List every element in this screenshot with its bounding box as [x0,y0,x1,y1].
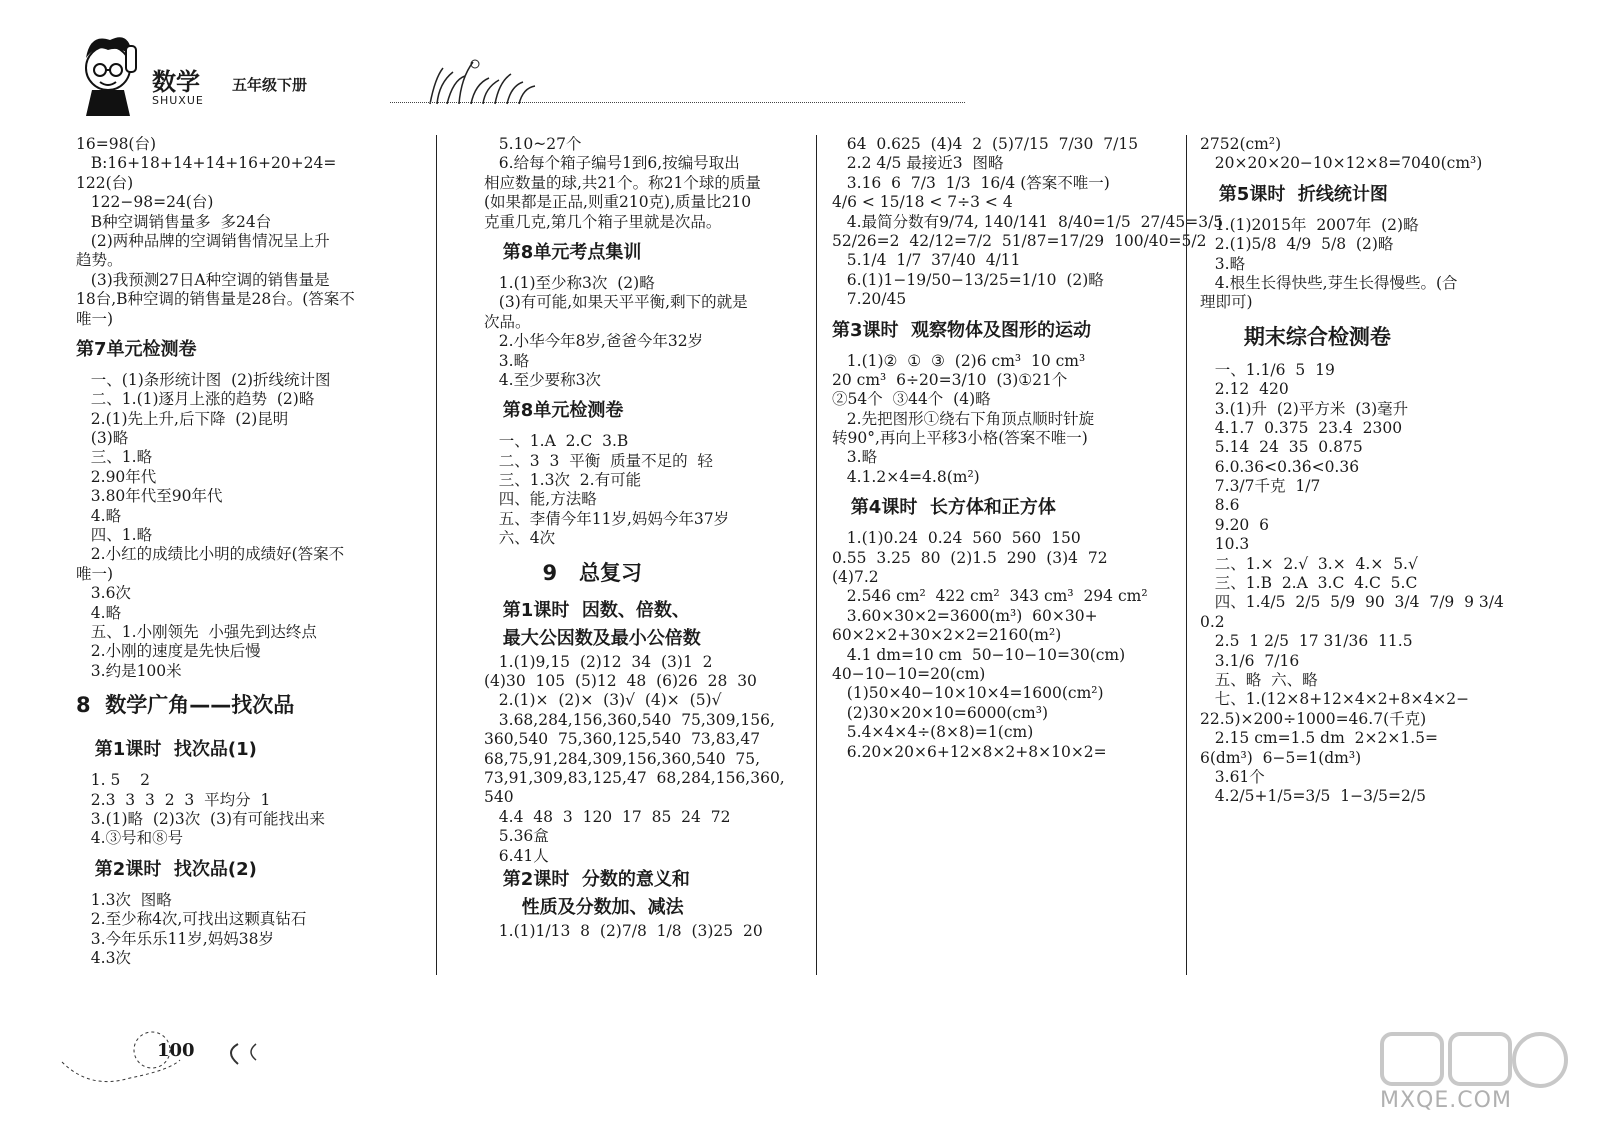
answer-line: (4)30 105 (5)12 48 (6)26 28 30 [484,672,757,691]
section-heading: 8 数学广角——找次品 [76,693,295,718]
answer-line: 4.略 [76,506,122,525]
answer-line: 2.小刚的速度是先快后慢 [76,642,261,661]
answer-line: 1.(1)② ① ③ (2)6 cm³ 10 cm³ [832,351,1086,370]
answer-line: 122(台) [76,173,134,192]
section-heading: 第2课时 分数的意义和 性质及分数加、减法 [502,868,690,918]
answer-line: 2.(1)× (2)× (3)√ (4)× (5)√ [484,691,722,710]
answer-line: 6.41人 [484,846,549,865]
answer-line: 3.略 [484,351,530,370]
answer-line: 三、1.B 2.A 3.C 4.C 5.C [1200,574,1418,593]
answer-line: 相应数量的球,共21个。称21个球的质量 [484,173,761,192]
answer-line: 6(dm³) 6−5=1(dm³) [1200,748,1362,767]
answer-line: 122−98=24(台) [76,193,214,212]
answer-line: 理即可) [1200,293,1253,312]
watermark-icon [1380,1030,1570,1090]
column-divider [816,135,817,975]
answer-line: 7.3/7千克 1/7 [1200,477,1321,496]
section-heading: 第2课时 找次品(2) [76,858,257,880]
answer-line: 52/26=2 42/12=7/2 51/87=17/29 100/40=5/2 [832,231,1207,250]
answer-line: 3.(1)升 (2)平方米 (3)毫升 [1200,399,1409,418]
column-1 [76,135,416,968]
answer-line: 3.约是100米 [76,661,182,680]
answer-line: 22.5)×200÷1000=46.7(千克) [1200,709,1427,728]
grade-label: 五年级下册 [232,76,308,94]
answer-line: 64 0.625 (4)4 2 (5)7/15 7/30 7/15 [832,135,1139,153]
answer-line: 5.10~27个 [484,135,582,153]
answer-line: 二、1.× 2.√ 3.× 4.× 5.√ [1200,554,1418,573]
answer-line: 4.2/5+1/5=3/5 1−3/5=2/5 [1200,787,1426,806]
answer-line: 四、1.4/5 2/5 5/9 90 3/4 7/9 9 3/4 [1200,593,1504,612]
column-divider [1186,135,1187,975]
answer-line: 四、1.略 [76,526,153,545]
answer-line: 3.略 [832,448,878,467]
section-heading: 第1课时 找次品(1) [76,739,257,761]
answer-line: 40−10−10=20(cm) [832,664,986,683]
answer-line: 唯一) [76,309,114,328]
answer-line: 1.(1)0.24 0.24 560 560 150 [832,529,1081,548]
answer-line: 6.0.36<0.3̇6̇<0.36̇ [1200,457,1360,476]
answer-line: 3.略 [1200,254,1246,273]
answer-line: 8.6 [1200,496,1240,515]
page-number: 100 [157,1040,195,1061]
section-heading: 第5课时 折线统计图 [1200,183,1388,205]
answer-line: 三、1.3次 2.有可能 [484,471,642,490]
answer-line: 2.小华今年8岁,爸爸今年32岁 [484,332,704,351]
answer-line: 1.3次 图略 [76,890,172,909]
answer-line: 唯一) [76,564,114,583]
answer-line: 2.5 1 2/5 17 31/36 11.5 [1200,632,1413,651]
answer-line: 克重几克,第几个箱子里就是次品。 [484,212,722,231]
column-2 [484,135,809,941]
answer-line: 9.20 6 [1200,515,1270,534]
answer-line: 6.(1)1−19/50−13/25=1/10 (2)略 [832,270,1104,289]
answer-line: 1.(1)至少称3次 (2)略 [484,273,655,292]
answer-line: 转90°,再向上平移3小格(答案不唯一) [832,429,1088,448]
answer-line: (2)两种品牌的空调销售情况呈上升 [76,231,330,250]
answer-line: 4.最简分数有9/74, 140/141 8/40=1/5 27/45=3/5 [832,212,1224,231]
answer-line: 一、1.1/6 5 19 [1200,360,1335,379]
grass-decoration-icon [425,58,545,104]
subject-pinyin: SHUXUE [152,94,204,107]
mascot-icon [70,28,150,118]
answer-line: 七、1.(12×8+12×4×2+8×4×2− [1200,690,1470,709]
section-heading: 第8单元检测卷 [484,400,624,422]
answer-line: (1)50×40−10×10×4=1600(cm²) [832,684,1104,703]
answer-line: 4.至少要称3次 [484,370,601,389]
answer-line: 3.(1)略 (2)3次 (3)有可能找出来 [76,809,326,828]
answer-line: 1.(1)2015年 2007年 (2)略 [1200,215,1419,234]
answer-line: (3)有可能,如果天平平衡,剩下的就是 [484,293,748,312]
answer-line: 2.12 420 [1200,380,1289,399]
answer-line: 1.(1)1/13 8 (2)7/8 1/8 (3)25 20 [484,921,763,940]
answer-line: 5.36盒 [484,827,549,846]
answer-line: 360,540 75,360,125,540 73,83,47 [484,730,761,749]
answer-line: 趋势。 [76,251,123,270]
answer-line: 四、能,方法略 [484,490,597,509]
answer-line: 4.4 48 3 120 17 85 24 72 [484,807,731,826]
section-heading: 第4课时 长方体和正方体 [832,497,1056,519]
answer-line: (3)我预测27日A种空调的销售量是 [76,270,330,289]
answer-line: 2.(1)先上升,后下降 (2)昆明 [76,409,289,428]
answer-line: 1. 5 2 [76,771,150,790]
answer-line: (3)略 [76,429,129,448]
answer-line: 16=98(台) [76,135,157,153]
answer-line: 4.根生长得快些,芽生长得慢些。(合 [1200,273,1458,292]
answer-line: B:16+18+14+14+16+20+24= [76,154,337,173]
answer-line: 二、1.(1)逐月上涨的趋势 (2)略 [76,390,315,409]
answer-line: 0.2 [1200,612,1225,631]
answer-line: 5.4×4×4÷(8×8)=1(cm) [832,723,1034,742]
answer-line: B种空调销售量多 多24台 [76,212,272,231]
answer-line: (如果都是正品,则重210克),质量比210 [484,193,752,212]
answer-line: 73,91,309,83,125,47 68,284,156,360, [484,768,785,787]
answer-line: 7.20/45 [832,290,907,309]
answer-line: 4.略 [76,603,122,622]
answer-line: 2.2 4/5 最接近3 图略 [832,154,1004,173]
section-heading: 9 总复习 [484,560,643,585]
answer-line: 4.③号和⑧号 [76,829,184,848]
answer-line: 3.1/6 7/16 [1200,651,1300,670]
answer-line: ②54个 ③44个 (4)略 [832,390,991,409]
answer-line: 五、李倩今年11岁,妈妈今年37岁 [484,509,730,528]
answer-line: 3.61个 [1200,767,1265,786]
answer-line: 0.55 3.25 80 (2)1.5 290 (3)4 72 [832,548,1108,567]
answer-line: 2.至少称4次,可找出这颗真钻石 [76,910,307,929]
answer-line: 4/6 < 15/18 < 7÷3 < 4 [832,193,1013,212]
answer-line: 20 cm³ 6÷20=3/10 (3)①21个 [832,370,1068,389]
answer-line: 3.16 6 7/3 1/3 16/4 (答案不唯一) [832,173,1110,192]
watermark-text: MXQE.COM [1380,1088,1512,1113]
answer-line: 2.3 3 3 2 3 平均分 1 [76,790,271,809]
answer-line: 2.(1)5/8 4/9 5/8 (2)略 [1200,235,1394,254]
answer-line: 60×2×2+30×2×2=2160(m²) [832,626,1062,645]
answer-line: (4)7.2 [832,568,879,587]
answer-line: 2752(cm²) [1200,135,1282,153]
answer-line: 4.1.7 0.375 23.4 2300 [1200,418,1403,437]
answer-line: 1.(1)9,15 (2)12 34 (3)1 2 [484,652,713,671]
watermark-logo [1380,1030,1570,1125]
page-header [70,28,970,118]
column-4 [1200,135,1570,807]
answer-line: 3.今年乐乐11岁,妈妈38岁 [76,929,274,948]
answer-line: 一、(1)条形统计图 (2)折线统计图 [76,370,331,389]
section-heading: 第7单元检测卷 [76,338,197,360]
answer-line: 2.546 cm² 422 cm² 343 cm³ 294 cm² [832,587,1148,606]
section-heading: 第3课时 观察物体及图形的运动 [832,319,1092,341]
answer-line: 3.6次 [76,584,131,603]
answer-line: 2.15 cm=1.5 dm 2×2×1.5= [1200,729,1438,748]
answer-line: 4.3次 [76,948,131,967]
answer-line: 一、1.A 2.C 3.B [484,432,629,451]
answer-line: 五、1.小刚领先 小强先到达终点 [76,622,317,641]
answer-line: 2.90年代 [76,467,157,486]
section-heading: 期末综合检测卷 [1200,324,1391,349]
answer-line: 2.先把图形①绕右下角顶点顺时针旋 [832,409,1095,428]
section-heading: 第8单元考点集训 [484,241,642,263]
answer-line: 次品。 [484,312,531,331]
answer-line: 6.20×20×6+12×8×2+8×10×2= [832,742,1107,761]
answer-line: 六、4次 [484,529,556,548]
subject-title: 数学 [152,67,200,96]
answer-line: 10.3 [1200,535,1250,554]
header-rule [390,102,965,103]
answer-line: 6.给每个箱子编号1到6,按编号取出 [484,154,740,173]
answer-line: 68,75,91,284,309,156,360,540 75, [484,749,761,768]
answer-line: 5.14 24 35 0.875 [1200,438,1363,457]
answer-line: 三、1.略 [76,448,153,467]
column-divider [436,135,437,975]
answer-line: 20×20×20−10×12×8=7040(cm³) [1200,154,1483,173]
answer-line: 5.1/4 1/7 37/40 4/11 [832,251,1021,270]
answer-line: 2.小红的成绩比小明的成绩好(答案不 [76,545,345,564]
answer-line: 五、略 六、略 [1200,670,1318,689]
answer-line: 540 [484,788,514,807]
answer-line: 18台,B种空调的销售量是28台。(答案不 [76,290,355,309]
section-heading: 第1课时 因数、倍数、 最大公因数及最小公倍数 [502,599,701,649]
answer-line: 3.68,284,156,360,540 75,309,156, [484,710,775,729]
answer-line: (2)30×20×10=6000(cm³) [832,703,1049,722]
answer-line: 4.1.2×4=4.8(m²) [832,467,980,486]
answer-line: 二、3 3 平衡 质量不足的 轻 [484,451,713,470]
answer-line: 3.60×30×2=3600(m³) 60×30+ [832,606,1098,625]
answer-line: 4.1 dm=10 cm 50−10−10=30(cm) [832,645,1126,664]
answer-line: 3.80年代至90年代 [76,487,223,506]
